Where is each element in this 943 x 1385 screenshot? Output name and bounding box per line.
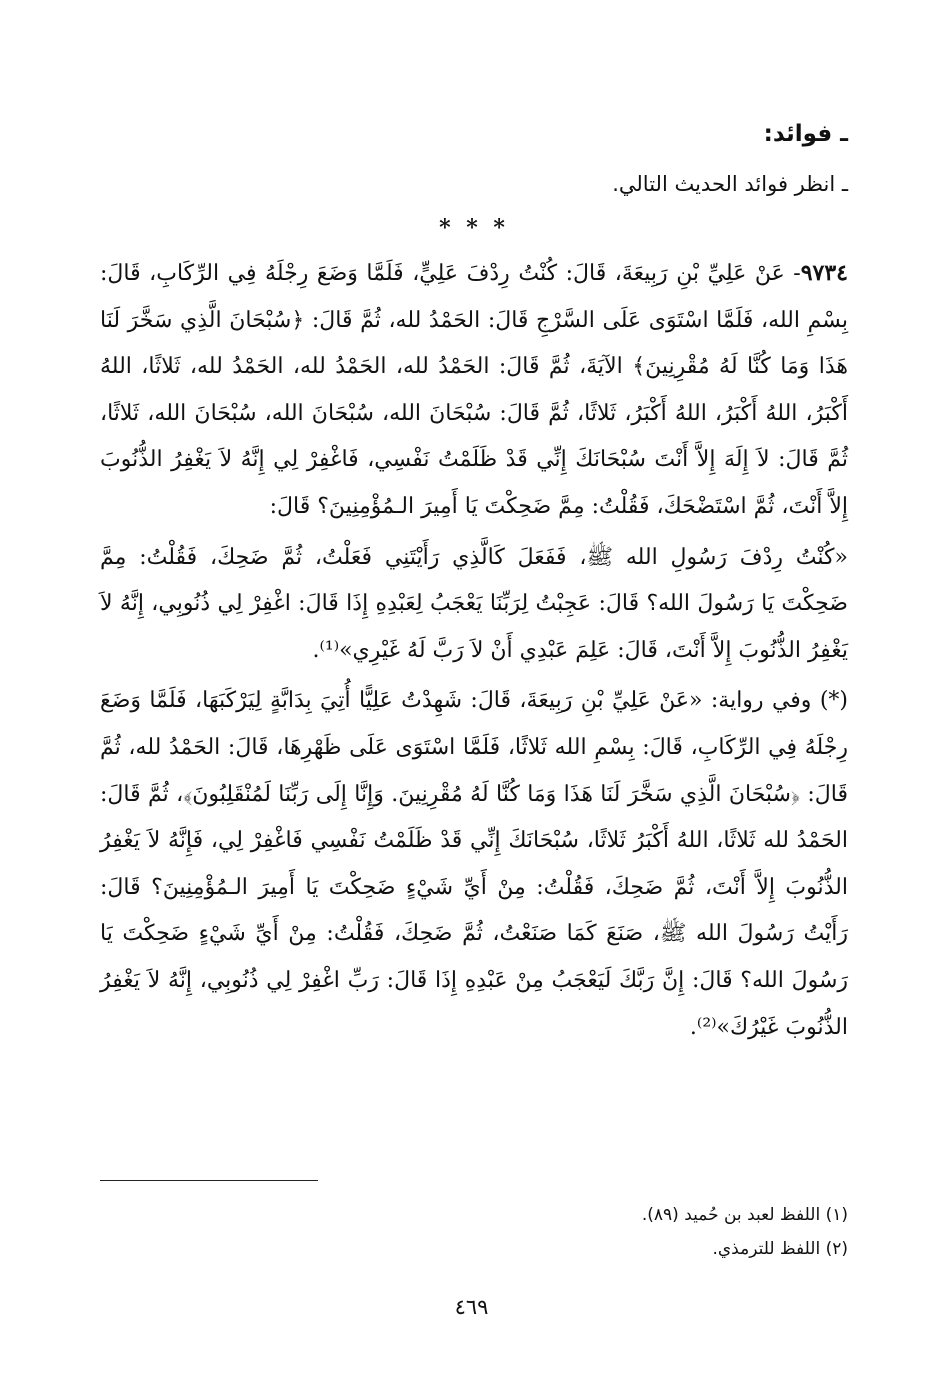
hadith-paragraph-2: «كُنْتُ رِدْفَ رَسُولِ الله ﷺ، فَفَعَلَ كَالَّذِي رَأَيْتَنِي فَعَلْتُ، ثُمَّ ضَحِكَ، فَقُلْتُ: مِمَّ ضَحِكْتَ يَا رَسُولَ الله؟ قَالَ: عَجِبْتُ لِرَبِّنَا يَعْجَبُ لِعَبْدِهِ إِذَا قَالَ: اغْفِرْ لِي ذُنُوبِي، إِنَّهُ لاَ يَغْفِرُ الذُّنُوبَ إِلاَّ أَنْتَ، قَالَ: عَلِمَ عَبْدِي أَنْ لاَ رَبَّ لَهُ غَيْرِي»⁽¹⁾. xyxy=(100,544,848,663)
footnote-2: (٢) اللفظ للترمذي. xyxy=(712,1239,848,1259)
fawaid-text: ـ انظر فوائد الحديث التالي. xyxy=(612,172,848,196)
hadith-text: - عَنْ عَلِيِّ بْنِ رَبِيعَةَ، قَالَ: كُنْتُ رِدْفَ عَلِيٍّ، فَلَمَّا وَضَعَ رِجْلَهُ فِي الرِّكَابِ، قَالَ: بِسْمِ الله، فَلَمَّا اسْتَوَى عَلَى السَّرْجِ قَالَ: الحَمْدُ لله، ثُمَّ قَالَ: ﴿سُبْحَانَ الَّذِي سَخَّرَ لَنَا هَذَا وَمَا كُنَّا لَهُ مُقْرِنِينَ﴾ الآيَةَ، ثُمَّ قَالَ: الحَمْدُ لله، الحَمْدُ لله، الحَمْدُ لله، ثَلاثًا، اللهُ أَكْبَرُ، اللهُ أَكْبَرُ، اللهُ أَكْبَرُ، ثَلاثًا، ثُمَّ قَالَ: سُبْحَانَ الله، سُبْحَانَ الله، سُبْحَانَ الله، ثَلاثًا، ثُمَّ قَالَ: لاَ إِلَهَ إِلاَّ أَنْتَ سُبْحَانَكَ إِنِّي قَدْ ظَلَمْتُ نَفْسِي، فَاغْفِرْ لِي إِنَّهُ لاَ يَغْفِرُ الذُّنُوبَ إِلاَّ أَنْتَ، ثُمَّ اسْتَضْحَكَ، فَقُلْتُ: مِمَّ ضَحِكْتَ يَا أَمِيرَ الـمُؤْمِنِينَ؟ قَالَ: xyxy=(100,261,848,519)
footnote-divider xyxy=(100,1180,318,1181)
fawaid-heading: ـ فوائد: xyxy=(763,121,848,147)
hadith-number: ٩٧٣٤ xyxy=(800,260,848,286)
hadith-paragraph-3: (*) وفي رواية: «عَنْ عَلِيِّ بْنِ رَبِيعَةَ، قَالَ: شَهِدْتُ عَلِيًّا أُتِيَ بِدَابَّةٍ لِيَرْكَبَهَا، فَلَمَّا وَضَعَ رِجْلَهُ فِي الرِّكَابِ، قَالَ: بِسْمِ الله ثَلاثًا، فَلَمَّا اسْتَوَى عَلَى ظَهْرِهَا، قَالَ: الحَمْدُ لله، ثُمَّ قَالَ: ﴿سُبْحَانَ الَّذِي سَخَّرَ لَنَا هَذَا وَمَا كُنَّا لَهُ مُقْرِنِينَ. وَإِنَّا إِلَى رَبِّنَا لَمُنْقَلِبُونَ﴾، ثُمَّ قَالَ: الحَمْدُ لله ثَلاثًا، اللهُ أَكْبَرُ ثَلاثًا، سُبْحَانَكَ إِنِّي قَدْ ظَلَمْتُ نَفْسِي فَاغْفِرْ لِي، فَإِنَّهُ لاَ يَغْفِرُ الذُّنُوبَ إِلاَّ أَنْتَ، ثُمَّ ضَحِكَ، فَقُلْتُ: مِنْ أَيِّ شَيْءٍ ضَحِكْتَ يَا أَمِيرَ الـمُؤْمِنِينَ؟ قَالَ: رَأَيْتُ رَسُولَ الله ﷺ، صَنَعَ كَمَا صَنَعْتُ، ثُمَّ ضَحِكَ، فَقُلْتُ: مِنْ أَيِّ شَيْءٍ ضَحِكْتَ يَا رَسُولَ الله؟ قَالَ: إِنَّ رَبَّكَ لَيَعْجَبُ مِنْ عَبْدِهِ إِذَا قَالَ: رَبِّ اغْفِرْ لِي ذُنُوبِي، إِنَّهُ لاَ يَغْفِرُ الذُّنُوبَ غَيْرُكَ»⁽²⁾. xyxy=(100,688,849,1040)
page-number: ٤٦٩ xyxy=(454,1295,489,1319)
footnote-1: (١) اللفظ لعبد بن حُميد (٨٩). xyxy=(641,1205,848,1225)
footnotes xyxy=(100,1198,848,1266)
hadith-paragraph-1 xyxy=(100,250,848,531)
section-separator: * * * xyxy=(439,215,509,241)
